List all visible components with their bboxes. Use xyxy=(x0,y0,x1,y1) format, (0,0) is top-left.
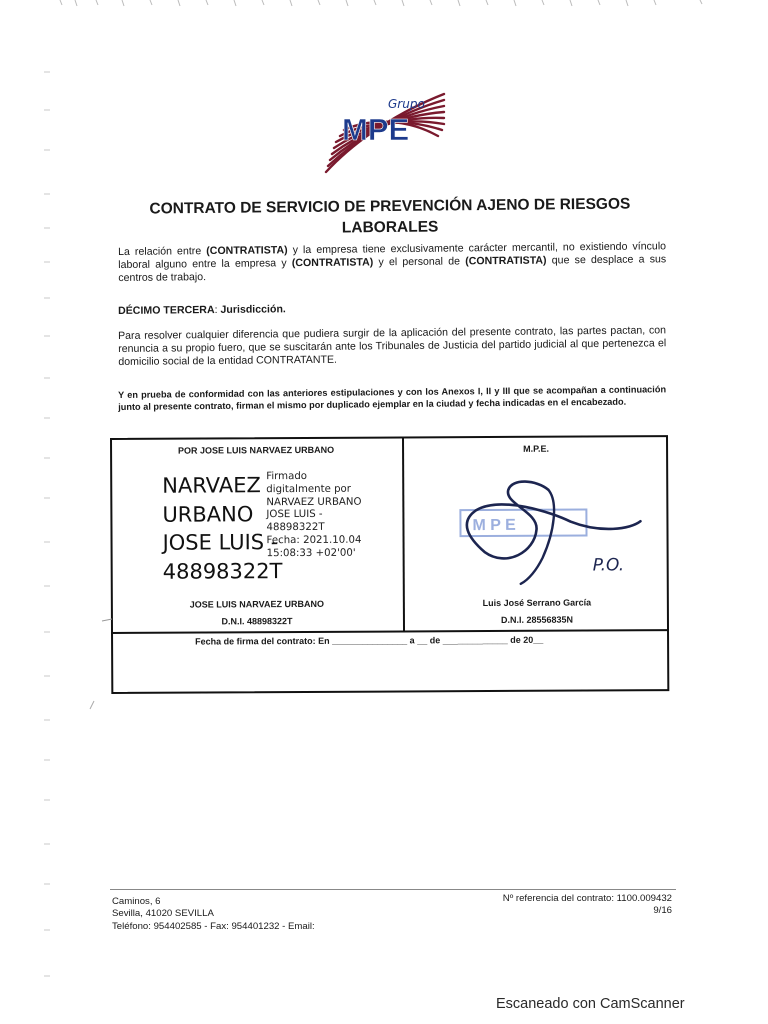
clause-subject: Jurisdicción. xyxy=(217,303,286,316)
address-line: Sevilla, 41020 SEVILLA xyxy=(112,908,214,920)
footer-rule xyxy=(110,889,676,890)
contractor-signature-header: POR JOSE LUIS NARVAEZ URBANO xyxy=(177,444,335,456)
p1-text-4: que se desplace a sus centros de trabajo. xyxy=(118,253,667,284)
contract-title: CONTRATO DE SERVICIO DE PREVENCIÓN AJENO DE RIESGOS LABORALES xyxy=(149,195,631,237)
clause-heading xyxy=(118,299,666,318)
margin-tick-marks xyxy=(0,0,60,1024)
digital-info-line: digitalmente por xyxy=(266,483,352,495)
address-line: Caminos, 6 xyxy=(112,896,161,907)
digital-info-line: NARVAEZ URBANO xyxy=(266,496,362,508)
digital-info-line: JOSE LUIS - xyxy=(266,509,323,521)
digital-name-line: URBANO xyxy=(162,501,254,527)
company-address xyxy=(112,896,315,933)
digital-name-line: 48898322T xyxy=(162,558,283,584)
clause-subject-colon: : xyxy=(214,303,218,316)
logo-group-text: Grupo xyxy=(388,97,425,111)
contract-reference xyxy=(480,893,672,918)
page-number: 9/16 xyxy=(653,905,672,917)
digital-name-line: JOSE LUIS - xyxy=(162,530,279,555)
signature-date-line: Fecha de firma del contrato: En _______________ a __ de _____________ de 20__ xyxy=(195,634,544,647)
digital-signature-name xyxy=(162,471,282,586)
p1-contratista-2: (CONTRATISTA) xyxy=(291,256,374,270)
digital-info-line: Firmado xyxy=(266,470,308,483)
jurisdiction-paragraph: Para resolver cualquier diferencia que pudiera surgir de la aplicación del presente contrato, las partes pactan, con renuncia a su propio fuero, que se suscitarán ante los Tribunales de Justicia del partido judicial al que pertenezca el domicilio social de la entidad CONTRATANTE. xyxy=(118,324,667,368)
digital-signature-details xyxy=(266,471,362,561)
mpe-logo xyxy=(318,88,450,176)
reference-number: Nº referencia del contrato: 1100.009432 xyxy=(502,893,672,904)
margin-dot-mark xyxy=(88,700,96,710)
mpe-signatory-dni: D.N.I. 28556835N xyxy=(500,614,573,625)
signature-table xyxy=(110,435,669,694)
logo-brand-text: MPE xyxy=(342,112,410,147)
p1-text-2: y la empresa tiene exclusivamente carácter mercantil, no existiendo vínculo laboral alguno entre la empresa y xyxy=(118,240,667,271)
mpe-signatory-name: Luis José Serrano García xyxy=(482,597,592,609)
p1-contratista-1: (CONTRATISTA) xyxy=(206,244,288,258)
contractor-dni: D.N.I. 48898322T xyxy=(221,616,293,627)
contractor-name: JOSE LUIS NARVAEZ URBANO xyxy=(189,598,324,610)
digital-info-line: 15:08:33 +02'00' xyxy=(266,547,356,559)
margin-pencil-mark xyxy=(101,616,113,624)
handwritten-initials: P.O. xyxy=(592,555,625,576)
p1-text-3: y el personal de xyxy=(373,255,466,269)
digital-info-line: 48898322T xyxy=(266,522,325,534)
conformity-paragraph: Y en prueba de conformidad con las anteriores estipulaciones y con los Anexos I, II y III que se acompañan a continuación junto al presente contrato, firman el mismo por duplicado ejemplar en la ciudad y fecha indicadas en el encabezado. xyxy=(118,384,667,412)
clause-number: DÉCIMO TERCERA xyxy=(118,303,215,317)
digital-info-line: Fecha: 2021.10.04 xyxy=(266,534,362,547)
svg-text:M P E: M P E xyxy=(472,516,516,535)
address-line: Teléfono: 954402585 - Fax: 954401232 - Email: xyxy=(112,920,315,932)
p1-text-1: La relación entre xyxy=(118,245,207,258)
scan-edge-artifact xyxy=(0,0,768,10)
camscanner-watermark: Escaneado con CamScanner xyxy=(496,996,685,1012)
mpe-signature-header: M.P.E. xyxy=(523,443,550,454)
company-stamp xyxy=(460,510,586,537)
digital-name-line: NARVAEZ xyxy=(162,473,261,498)
p1-contratista-3: (CONTRATISTA) xyxy=(465,254,547,268)
relationship-paragraph xyxy=(118,240,666,285)
